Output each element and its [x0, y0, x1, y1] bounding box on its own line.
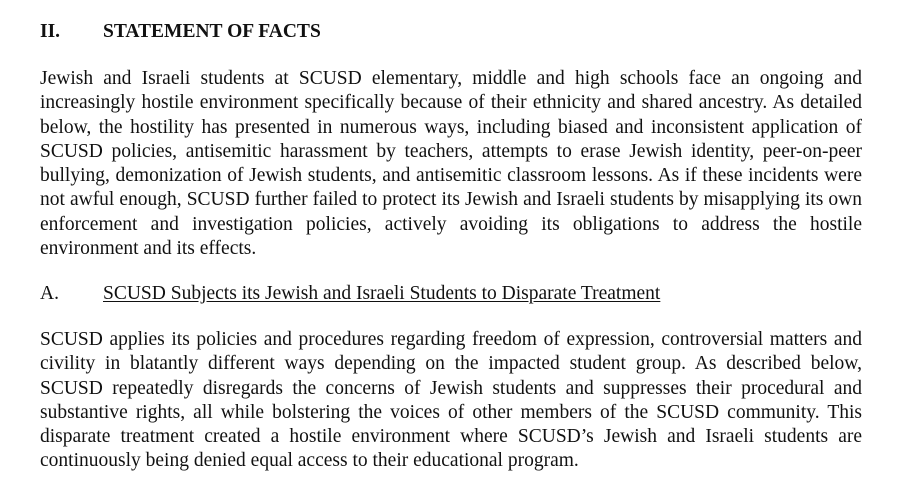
subsection-letter: A. — [40, 283, 59, 304]
section-title: STATEMENT OF FACTS — [103, 21, 321, 42]
subsection-title: SCUSD Subjects its Jewish and Israeli Students to Disparate Treatment — [103, 283, 661, 304]
section-number: II. — [40, 21, 61, 42]
statement-paragraph-2: SCUSD applies its policies and procedures regarding freedom of expression, controversial matters and civility in blatantly different ways depending on the impacted student group. As described below, SCUSD repeatedly disregards the concerns of Jewish students and suppresses their procedural and substantive rights, all while bolstering the voices of other members of the SCUSD community. This disparate treatment created a hostile environment where SCUSD’s Jewish and Israeli students are continuously being denied equal access to their educational program. — [40, 329, 862, 472]
statement-paragraph-1: Jewish and Israeli students at SCUSD elementary, middle and high schools face an ongoing and increasingly hostile environment specifically because of their ethnicity and shared ancestry. As detailed below, the hostility has presented in numerous ways, including biased and inconsistent application of SCUSD policies, antisemitic harassment by teachers, attempts to erase Jewish identity, peer-on-peer bullying, demonization of Jewish students, and antisemitic classroom lessons. As if these incidents were not awful enough, SCUSD further failed to protect its Jewish and Israeli students by misapplying its own enforcement and investigation policies, actively avoiding its obligations to address the hostile environment and its effects. — [40, 68, 862, 260]
section-heading — [40, 20, 321, 44]
subsection-heading — [40, 282, 660, 306]
